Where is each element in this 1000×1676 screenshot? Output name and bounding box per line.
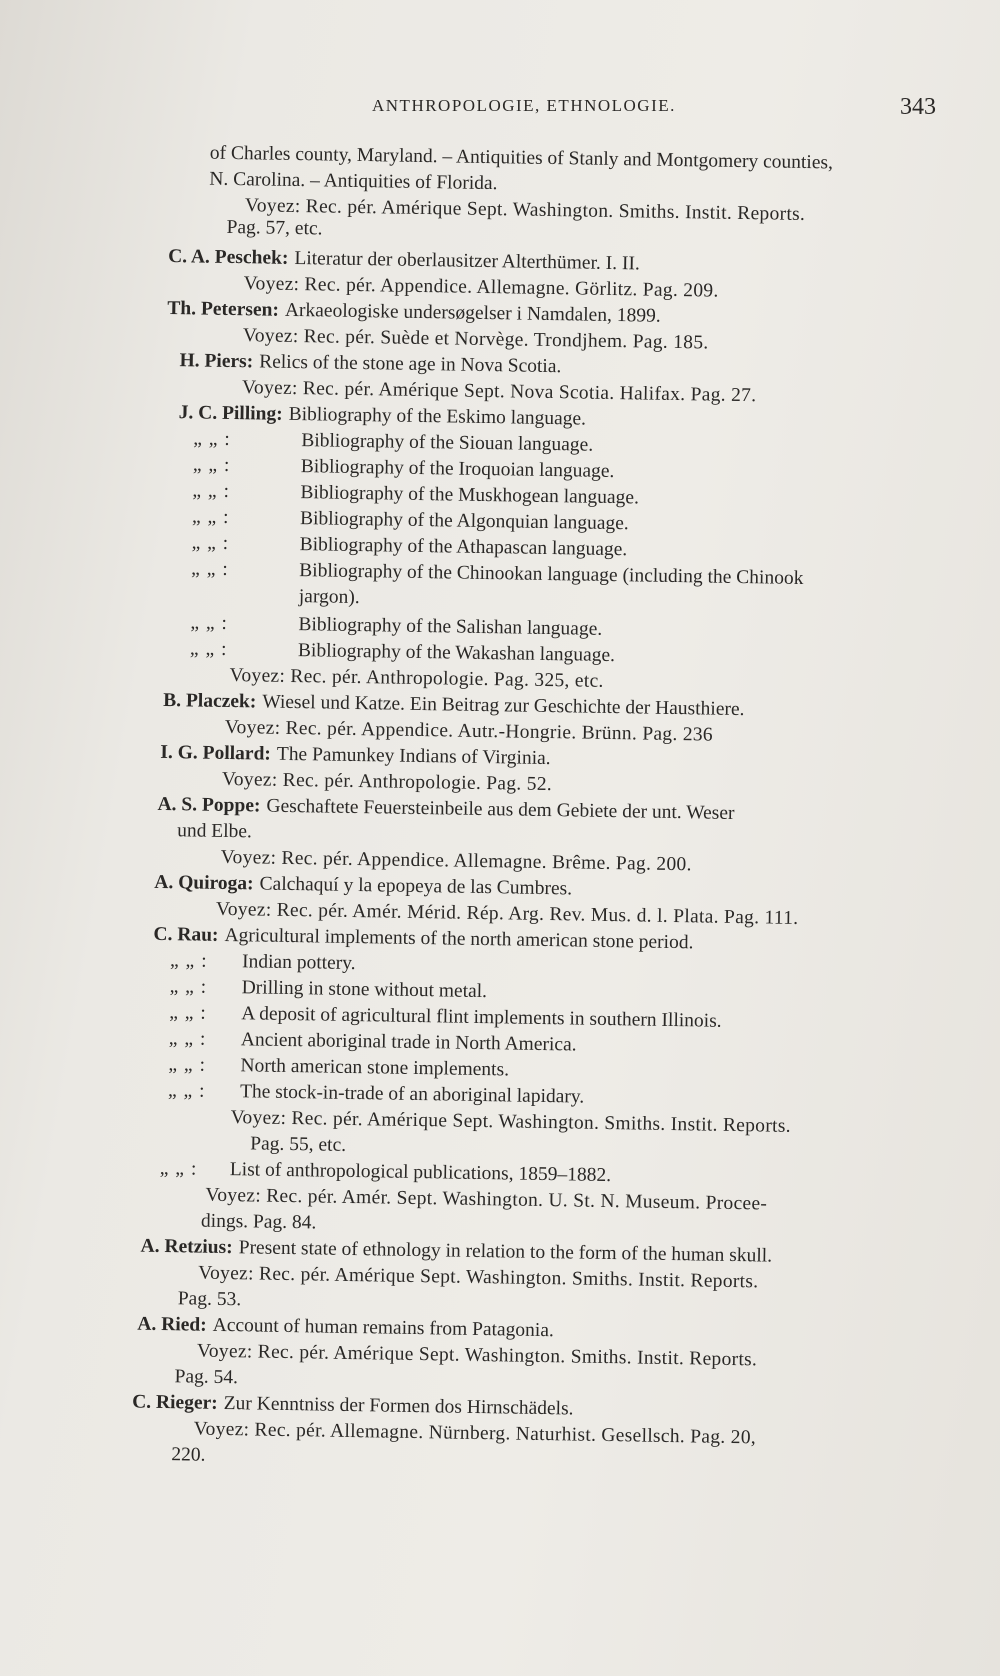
ditto-mark: „ „ : bbox=[192, 480, 231, 502]
line-text: Bibliography of the Eskimo language. bbox=[288, 403, 587, 430]
line-text: Voyez: Rec. pér. Amérique Sept. Nova Scotia. Halifax. Pag. 27. bbox=[241, 377, 757, 407]
line-text: Present state of ethnology in relation to the form of the human skull. bbox=[238, 1237, 773, 1267]
line-text: Voyez: Rec. pér. Amérique Sept. Washington. Smiths. Instit. Reports. bbox=[244, 195, 806, 225]
line-text: Bibliography of the Algonquian language. bbox=[299, 508, 629, 535]
author-name: A. Quiroga: bbox=[154, 871, 254, 895]
line-text: of Charles county, Maryland. – Antiquities of Stanly and Montgomery counties, bbox=[209, 142, 834, 174]
reference-line bbox=[197, 1339, 758, 1374]
text-line bbox=[178, 1286, 242, 1313]
ditto-mark: „ „ : bbox=[168, 1028, 207, 1050]
line-text: Voyez: Rec. pér. Amérique Sept. Washington. Smiths. Instit. Reports. bbox=[196, 1340, 758, 1371]
line-text: Ancient aboriginal trade in North America. bbox=[240, 1029, 577, 1056]
line-text: 220. bbox=[171, 1444, 206, 1466]
entry-line bbox=[160, 740, 551, 772]
line-text: North american stone implements. bbox=[240, 1055, 510, 1081]
line-text: Voyez: Rec. pér. Amérique Sept. Washington. Smiths. Instit. Reports. bbox=[198, 1262, 759, 1293]
page-header bbox=[0, 96, 1000, 128]
text-line bbox=[171, 1442, 206, 1469]
line-text: Wiesel und Katze. Ein Beitrag zur Geschichte der Hausthiere. bbox=[262, 691, 745, 721]
line-text: A deposit of agricultural flint implements in southern Illinois. bbox=[241, 1003, 722, 1032]
text-line bbox=[250, 1131, 346, 1159]
line-text: Bibliography of the Muskhogean language. bbox=[300, 482, 640, 509]
line-text: Pag. 57, etc. bbox=[226, 216, 323, 240]
ditto-entry bbox=[170, 948, 356, 977]
line-text: Pag. 55, etc. bbox=[250, 1133, 347, 1156]
author-name: A. Retzius: bbox=[140, 1235, 233, 1259]
line-text: Voyez: Rec. pér. Appendice. Allemagne. Brême. Pag. 200. bbox=[220, 846, 692, 876]
line-text: Calchaquí y la epopeya de las Cumbres. bbox=[259, 873, 573, 900]
ditto-mark: „ „ : bbox=[168, 1054, 207, 1076]
line-text: Voyez: Rec. pér. Appendice. Allemagne. Görlitz. Pag. 209. bbox=[243, 273, 719, 302]
ditto-mark: „ „ : bbox=[169, 976, 208, 998]
line-text: dings. Pag. 84. bbox=[200, 1210, 317, 1234]
line-text: Arkaeologiske undersøgelser i Namdalen, 1899. bbox=[284, 299, 661, 327]
text-line bbox=[177, 818, 252, 845]
line-text: Voyez: Rec. pér. Suède et Norvège. Trondjhem. Pag. 185. bbox=[242, 325, 709, 354]
reference-line bbox=[245, 193, 806, 228]
ditto-mark: „ „ : bbox=[192, 454, 231, 476]
line-text: N. Carolina. – Antiquities of Florida. bbox=[209, 168, 498, 195]
line-text: Bibliography of the Wakashan language. bbox=[297, 640, 616, 667]
line-text: Geschaftete Feuersteinbeile aus dem Gebiete der unt. Weser bbox=[266, 795, 735, 824]
line-text: Pag. 53. bbox=[177, 1288, 242, 1311]
line-text: Pag. 54. bbox=[174, 1366, 239, 1389]
ditto-mark: „ „ : bbox=[189, 638, 228, 660]
line-text: Voyez: Rec. pér. Amérique Sept. Washington. Smiths. Instit. Reports. bbox=[230, 1107, 792, 1137]
line-text: List of anthropological publications, 1859–1882. bbox=[229, 1159, 612, 1187]
entry-line bbox=[168, 244, 640, 277]
author-name: A. S. Poppe: bbox=[157, 793, 261, 817]
entry-line bbox=[179, 348, 561, 380]
text-line bbox=[226, 215, 322, 243]
line-text: Relics of the stone age in Nova Scotia. bbox=[259, 351, 562, 378]
line-text: Account of human remains from Patagonia. bbox=[212, 1314, 554, 1342]
line-text: Indian pottery. bbox=[241, 951, 356, 975]
line-text: The stock-in-trade of an aboriginal lapidary. bbox=[239, 1081, 585, 1108]
author-name: J. C. Pilling: bbox=[178, 402, 283, 425]
line-text: Voyez: Rec. pér. Amér. Mérid. Rép. Arg. Rev. Mus. d. l. Plata. Pag. 111. bbox=[215, 898, 799, 929]
ditto-mark: „ „ : bbox=[169, 950, 208, 972]
line-text: The Pamunkey Indians of Virginia. bbox=[276, 743, 551, 770]
ditto-mark: „ „ : bbox=[169, 1002, 207, 1024]
text-line bbox=[174, 1364, 238, 1391]
line-text: Drilling in stone without metal. bbox=[241, 977, 488, 1003]
line-text: und Elbe. bbox=[176, 820, 253, 843]
ditto-mark: „ „ : bbox=[167, 1080, 206, 1102]
author-name: I. G. Pollard: bbox=[160, 741, 272, 765]
line-text: Bibliography of the Chinookan language (including the Chinook bbox=[299, 560, 804, 590]
ditto-entry bbox=[191, 556, 804, 592]
reference-line bbox=[194, 1417, 757, 1452]
author-name: Th. Petersen: bbox=[167, 297, 280, 321]
line-text: Bibliography of the Iroquoian language. bbox=[300, 456, 615, 483]
running-title: ANTHROPOLOGIE, ETHNOLOGIE. bbox=[372, 96, 676, 115]
author-name: A. Ried: bbox=[137, 1313, 207, 1336]
text-line bbox=[299, 584, 360, 611]
line-text: Bibliography of the Siouan language. bbox=[301, 430, 594, 456]
line-text: Voyez: Rec. pér. Anthropologie. Pag. 325, etc. bbox=[229, 665, 604, 692]
ditto-mark: „ „ : bbox=[191, 558, 229, 580]
line-text: Voyez: Rec. pér. Allemagne. Nürnberg. Naturhist. Gesellsch. Pag. 20, bbox=[193, 1418, 757, 1449]
author-name: B. Placzek: bbox=[163, 689, 257, 713]
line-text: Literatur der oberlausitzer Alterthümer. I. II. bbox=[294, 247, 640, 275]
text-line bbox=[201, 1209, 317, 1237]
ditto-mark: „ „ : bbox=[190, 612, 229, 634]
line-text: Agricultural implements of the north american stone period. bbox=[224, 924, 694, 954]
line-text: Bibliography of the Athapascan language. bbox=[299, 534, 628, 561]
ditto-mark: „ „ : bbox=[159, 1157, 198, 1180]
author-name: C. Rieger: bbox=[132, 1391, 218, 1414]
author-name: C. A. Peschek: bbox=[168, 245, 289, 269]
line-text: Voyez: Rec. pér. Anthropologie. Pag. 52. bbox=[221, 768, 553, 796]
ditto-mark: „ „ : bbox=[191, 532, 230, 554]
line-text: Voyez: Rec. pér. Appendice. Autr.-Hongrie. Brünn. Pag. 236 bbox=[224, 716, 714, 746]
line-text: jargon). bbox=[298, 586, 360, 609]
line-text: Zur Kenntniss der Formen dos Hirnschädels. bbox=[223, 1393, 574, 1420]
ditto-mark: „ „ : bbox=[191, 506, 230, 528]
author-name: H. Piers: bbox=[179, 350, 254, 373]
ditto-mark: „ „ : bbox=[193, 428, 231, 450]
line-text: Voyez: Rec. pér. Amér. Sept. Washington. U. St. N. Museum. Procee- bbox=[205, 1184, 768, 1215]
author-name: C. Rau: bbox=[153, 923, 219, 946]
page-number: 343 bbox=[900, 94, 936, 120]
line-text: Bibliography of the Salishan language. bbox=[298, 614, 603, 640]
bibliography-body bbox=[0, 137, 1000, 1466]
